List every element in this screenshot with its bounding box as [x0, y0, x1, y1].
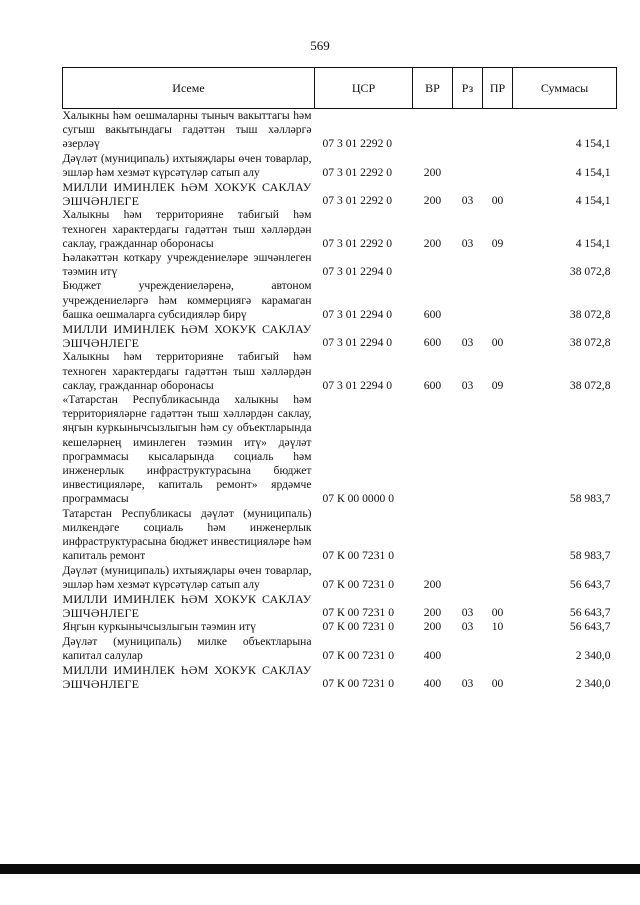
table-row	[63, 663, 617, 691]
cell-name: МИЛЛИ ИМИНЛЕК ҺӘМ ХОКУК САКЛАУ ЭШЧӘНЛЕГЕ	[62, 662, 312, 692]
cell-pr: 00	[491, 677, 504, 691]
cell-csr: 07 3 01 2292 0	[322, 194, 393, 208]
cell-name: Дәүләт (муниципаль) ихтыяҗлары өчен товарлар, эшләр һәм хезмәт күрсәтүләр сатып алу	[62, 563, 312, 591]
cell-pr	[483, 152, 513, 180]
cell-name: Яңгын куркынычсызлыгын тәэмин итү	[62, 620, 256, 634]
cell-vr: 200	[423, 236, 442, 250]
cell-vr: 200	[423, 194, 442, 208]
cell-vr	[413, 109, 453, 152]
cell-pr: 09	[491, 378, 504, 392]
column-header-csr: ЦСР	[315, 68, 413, 109]
cell-vr: 400	[423, 648, 442, 662]
cell-pr: 10	[491, 620, 504, 634]
table-row	[63, 208, 617, 251]
table-row	[63, 180, 617, 208]
cell-csr: 07 К 00 7231 0	[322, 648, 394, 662]
cell-vr: 600	[423, 378, 442, 392]
cell-vr	[413, 251, 453, 279]
cell-name: Һәлакәттән коткару учреждениеләре эшчәнлеген тәэмин итү	[62, 251, 312, 279]
cell-vr: 200	[423, 606, 442, 620]
column-header-sum: Суммасы	[513, 68, 617, 109]
table-row	[63, 322, 617, 350]
cell-name: МИЛЛИ ИМИНЛЕК ҺӘМ ХОКУК САКЛАУ ЭШЧӘНЛЕГЕ	[62, 591, 312, 621]
cell-vr: 200	[423, 577, 442, 591]
cell-sum: 56 643,7	[569, 620, 611, 634]
cell-pr	[483, 393, 513, 507]
cell-rz: 03	[461, 620, 474, 634]
cell-pr: 00	[491, 194, 504, 208]
cell-name: МИЛЛИ ИМИНЛЕК ҺӘМ ХОКУК САКЛАУ ЭШЧӘНЛЕГЕ	[62, 322, 312, 351]
cell-name: Дәүләт (муниципаль) ихтыяҗлары өчен товарлар, эшләр һәм хезмәт күрсәтүләр сатып алу	[62, 151, 312, 179]
cell-sum: 38 072,8	[569, 336, 611, 350]
cell-pr	[483, 279, 513, 322]
cell-sum: 4 154,1	[575, 165, 611, 179]
table-row	[63, 279, 617, 322]
cell-vr	[413, 507, 453, 564]
cell-sum: 4 154,1	[575, 194, 611, 208]
cell-csr: 07 3 01 2294 0	[322, 307, 393, 321]
cell-vr: 200	[423, 620, 442, 634]
scan-edge-bar	[0, 864, 640, 874]
cell-sum: 4 154,1	[575, 137, 611, 151]
cell-rz: 03	[461, 194, 474, 208]
cell-sum: 2 340,0	[575, 648, 611, 662]
cell-rz	[453, 152, 483, 180]
cell-pr: 00	[491, 336, 504, 350]
cell-csr: 07 К 00 7231 0	[322, 620, 394, 634]
cell-csr: 07 К 00 7231 0	[322, 677, 394, 691]
table-row	[63, 393, 617, 507]
table-row	[63, 507, 617, 564]
table-row	[63, 635, 617, 663]
cell-sum: 56 643,7	[569, 577, 611, 591]
cell-csr: 07 К 00 0000 0	[322, 492, 394, 506]
cell-vr: 600	[423, 336, 442, 350]
column-header-vr: ВР	[413, 68, 453, 109]
table-row	[63, 620, 617, 634]
table-header-row	[63, 68, 617, 109]
table-row	[63, 152, 617, 180]
cell-rz	[453, 279, 483, 322]
cell-vr: 400	[423, 677, 442, 691]
cell-rz	[453, 564, 483, 592]
cell-rz: 03	[461, 677, 474, 691]
table-body	[63, 109, 617, 692]
table-row	[63, 564, 617, 592]
cell-rz	[453, 393, 483, 507]
cell-pr	[483, 507, 513, 564]
cell-name: Халыкны һәм оешмаларны тыныч вакыттагы һәм сугыш вакытындагы гадәттән тыш хәлләргә әзерләү	[62, 109, 312, 151]
cell-csr: 07 К 00 7231 0	[322, 549, 394, 563]
column-header-name: Исеме	[63, 68, 315, 109]
cell-pr: 00	[491, 606, 504, 620]
cell-sum: 38 072,8	[569, 307, 611, 321]
cell-sum: 56 643,7	[569, 606, 611, 620]
cell-csr: 07 3 01 2294 0	[322, 336, 393, 350]
cell-rz: 03	[461, 336, 474, 350]
cell-sum: 58 983,7	[569, 549, 611, 563]
cell-name: Бюджет учреждениеләренә, автоном учреждениеләргә һәм коммерциягә карамаган башка оешмаларга субсидияләр бирү	[62, 279, 312, 321]
cell-vr: 600	[423, 307, 442, 321]
cell-sum: 2 340,0	[575, 677, 611, 691]
cell-pr	[483, 635, 513, 663]
cell-pr: 09	[491, 236, 504, 250]
cell-csr: 07 3 01 2292 0	[322, 165, 393, 179]
column-header-pr: ПР	[483, 68, 513, 109]
cell-sum: 4 154,1	[575, 236, 611, 250]
cell-csr: 07 3 01 2292 0	[322, 236, 393, 250]
cell-vr: 200	[423, 165, 442, 179]
budget-table	[62, 67, 617, 691]
cell-rz: 03	[461, 606, 474, 620]
cell-name: «Татарстан Республикасында халыкны һәм территорияләрне гадәттән тыш хәлләрдән саклау, яңгын куркынычсызлыгын һәм су объектларында кешеләрнең иминлеген тәэмин итү» дәүләт программасы кысаларында социаль һәм инженерлык инфраструктурасына бюджет инвестицияләре, капиталь ремонт» ярдәмче программасы	[62, 393, 312, 506]
cell-rz	[453, 507, 483, 564]
cell-name: Халыкны һәм территорияне табигый һәм техноген характердагы гадәттән тыш хәлләрдән саклау, гражданнар оборонасы	[62, 208, 312, 250]
cell-rz	[453, 109, 483, 152]
column-header-rz: Рз	[453, 68, 483, 109]
cell-name: Дәүләт (муниципаль) милке объектларына капитал салулар	[62, 634, 312, 662]
cell-sum: 58 983,7	[569, 492, 611, 506]
cell-sum: 38 072,8	[569, 378, 611, 392]
cell-pr	[483, 564, 513, 592]
cell-rz: 03	[461, 378, 474, 392]
page-number: 569	[310, 38, 330, 53]
cell-vr	[413, 393, 453, 507]
cell-rz	[453, 251, 483, 279]
cell-rz: 03	[461, 236, 474, 250]
cell-csr: 07 К 00 7231 0	[322, 577, 394, 591]
cell-sum: 38 072,8	[569, 265, 611, 279]
cell-pr	[483, 251, 513, 279]
table-row	[63, 350, 617, 393]
cell-csr: 07 3 01 2294 0	[322, 378, 393, 392]
table-row	[63, 109, 617, 152]
cell-name: МИЛЛИ ИМИНЛЕК ҺӘМ ХОКУК САКЛАУ ЭШЧӘНЛЕГЕ	[62, 180, 312, 209]
cell-csr: 07 3 01 2292 0	[322, 137, 393, 151]
cell-csr: 07 К 00 7231 0	[322, 606, 394, 620]
cell-name: Татарстан Республикасы дәүләт (муниципаль) милкендәге социаль һәм инженерлык инфраструктурасына бюджет инвестицияләре һәм капиталь ремонт	[62, 506, 312, 563]
cell-name: Халыкны һәм территорияне табигый һәм техноген характердагы гадәттән тыш хәлләрдән саклау, гражданнар оборонасы	[62, 350, 312, 392]
table-row	[63, 251, 617, 279]
cell-csr: 07 3 01 2294 0	[322, 265, 393, 279]
cell-pr	[483, 109, 513, 152]
cell-rz	[453, 635, 483, 663]
table-row	[63, 592, 617, 620]
